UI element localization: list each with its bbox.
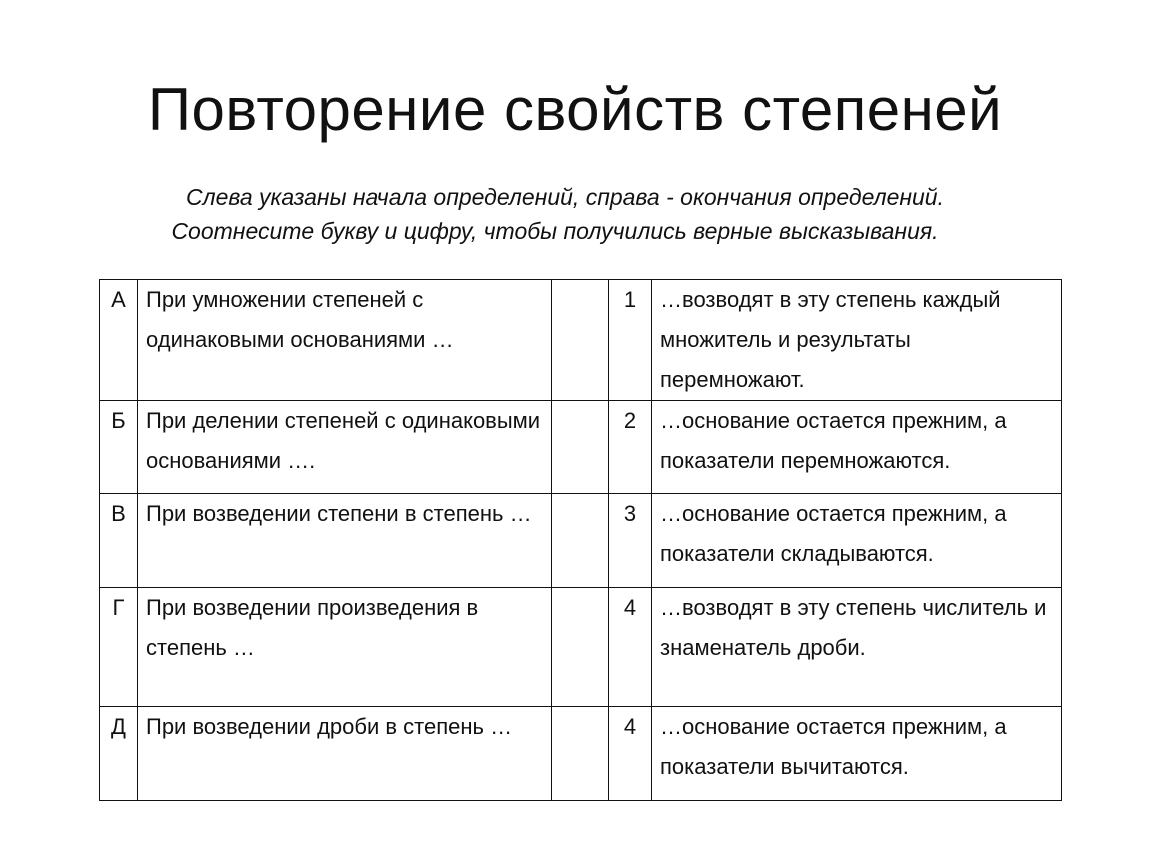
instructions: [0, 180, 1110, 248]
table-row: [100, 707, 1062, 801]
definition-beginning: При делении степеней с одинаковыми основаниями ….: [138, 401, 552, 494]
definition-beginning: При возведении дроби в степень …: [138, 707, 552, 801]
answer-cell[interactable]: [552, 401, 609, 494]
row-number: 2: [609, 401, 652, 494]
definition-ending: …основание остается прежним, а показатели вычитаются.: [652, 707, 1062, 801]
row-number: 1: [609, 280, 652, 401]
definition-beginning: При возведении степени в степень …: [138, 494, 552, 588]
row-letter: Г: [100, 588, 138, 707]
table-row: [100, 494, 1062, 588]
answer-cell[interactable]: [552, 588, 609, 707]
instructions-line-1: Слева указаны начала определений, справа - окончания определений.: [186, 184, 944, 210]
answer-cell[interactable]: [552, 494, 609, 588]
matching-table: [99, 279, 1062, 801]
definition-ending: …возводят в эту степень числитель и знаменатель дроби.: [652, 588, 1062, 707]
definition-ending: …возводят в эту степень каждый множитель и результаты перемножают.: [652, 280, 1062, 401]
row-number: 3: [609, 494, 652, 588]
row-letter: А: [100, 280, 138, 401]
instructions-line-2: Соотнесите букву и цифру, чтобы получились верные высказывания.: [171, 218, 939, 244]
definition-ending: …основание остается прежним, а показатели перемножаются.: [652, 401, 1062, 494]
row-number: 4: [609, 707, 652, 801]
answer-cell[interactable]: [552, 280, 609, 401]
definition-ending: …основание остается прежним, а показатели складываются.: [652, 494, 1062, 588]
table-row: [100, 280, 1062, 401]
definition-beginning: При возведении произведения в степень …: [138, 588, 552, 707]
answer-cell[interactable]: [552, 707, 609, 801]
row-letter: Б: [100, 401, 138, 494]
row-number: 4: [609, 588, 652, 707]
row-letter: Д: [100, 707, 138, 801]
table-row: [100, 588, 1062, 707]
row-letter: В: [100, 494, 138, 588]
table-row: [100, 401, 1062, 494]
definition-beginning: При умножении степеней с одинаковыми основаниями …: [138, 280, 552, 401]
slide-title: Повторение свойств степеней: [147, 76, 1003, 143]
